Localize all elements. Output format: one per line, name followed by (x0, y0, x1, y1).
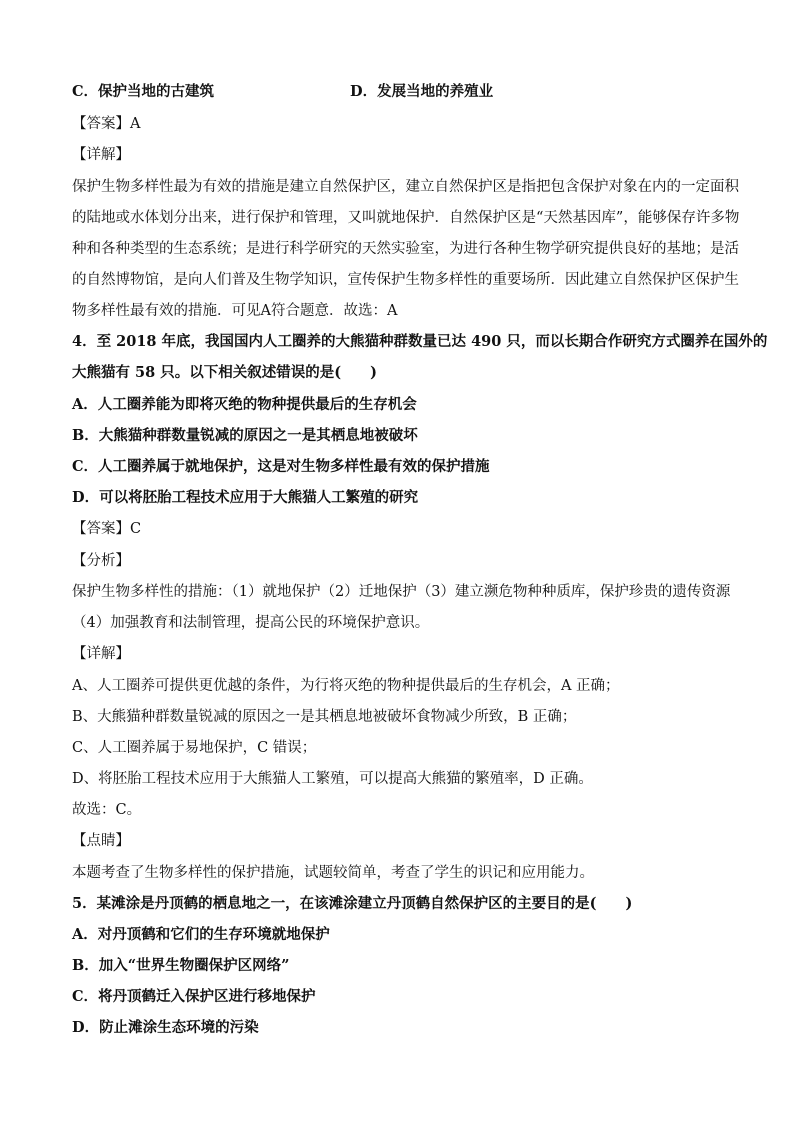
q3-detail-line: 物多样性最有效的措施．可见A符合题意．故选：A (72, 303, 398, 319)
q3-detail-line: 的陆地或水体划分出来，进行保护和管理，又叫就地保护．自然保护区是“天然基因库”，能够保存许多物 (72, 210, 740, 226)
q4-analysis-line: 保护生物多样性的措施：（1）就地保护（2）迁地保护（3）建立濒危物种种质库，保护珍贵的遗传资源 (72, 584, 731, 600)
q3-detail-line: 保护生物多样性最为有效的措施是建立自然保护区，建立自然保护区是指把包含保护对象在内的一定面积 (72, 179, 739, 195)
q4-detail-line: D、将胚胎工程技术应用于大熊猫人工繁殖，可以提高大熊猫的繁殖率，D 正确。 (72, 771, 593, 787)
answer-value: A (130, 116, 141, 132)
q3-detail-line: 种和各种类型的生态系统；是进行科学研究的天然实验室，为进行各种生物学研究提供良好的基地；是活 (72, 241, 739, 257)
q4-analysis-label: 【分析】 (72, 553, 130, 569)
q3-options-row (72, 83, 732, 101)
q4-detail-line: 故选：C。 (72, 802, 142, 818)
q4-detail-line: B、大熊猫种群数量锐减的原因之一是其栖息地被破坏食物减少所致，B 正确； (72, 709, 577, 725)
q4-stem-line: 4．至 2018 年底，我国国内人工圈养的大熊猫种群数量已达 490 只，而以长期合作研究方式圈养在国外的 (72, 333, 768, 350)
q4-comment-line: 本题考查了生物多样性的保护措施，试题较简单，考查了学生的识记和应用能力。 (72, 865, 594, 881)
q5-option-c: C．将丹顶鹤迁入保护区进行移地保护 (72, 988, 316, 1005)
q4-option-b: B．大熊猫种群数量锐减的原因之一是其栖息地被破坏 (72, 427, 418, 444)
q4-analysis-line: （4）加强教育和法制管理，提高公民的环境保护意识。 (72, 615, 430, 631)
q3-detail-line: 的自然博物馆，是向人们普及生物学知识，宣传保护生物多样性的重要场所．因此建立自然保护区保护生 (72, 272, 739, 288)
q4-option-a: A．人工圈养能为即将灭绝的物种提供最后的生存机会 (72, 396, 417, 413)
q3-detail-label: 【详解】 (72, 147, 130, 163)
q3-answer (72, 115, 732, 133)
q4-detail-line: A、人工圈养可提供更优越的条件，为行将灭绝的物种提供最后的生存机会，A 正确； (72, 678, 620, 694)
q5-option-a: A．对丹顶鹤和它们的生存环境就地保护 (72, 926, 330, 943)
q4-option-c: C．人工圈养属于就地保护，这是对生物多样性最有效的保护措施 (72, 458, 490, 475)
q4-answer (72, 520, 732, 538)
q4-detail-label: 【详解】 (72, 646, 130, 662)
q5-option-d: D．防止滩涂生态环境的污染 (72, 1019, 259, 1036)
q4-stem-line: 大熊猫有 58 只。以下相关叙述错误的是( ) (72, 364, 377, 381)
q3-option-d: D．发展当地的养殖业 (350, 83, 494, 100)
q5-stem: 5．某滩涂是丹顶鹤的栖息地之一，在该滩涂建立丹顶鹤自然保护区的主要目的是( ) (72, 895, 633, 912)
q4-comment-label: 【点睛】 (72, 833, 130, 849)
answer-label: 【答案】 (72, 116, 130, 132)
q3-option-c: C．保护当地的古建筑 (72, 83, 215, 100)
answer-value: C (130, 521, 142, 537)
q4-detail-line: C、人工圈养属于易地保护，C 错误； (72, 740, 317, 756)
q4-option-d: D．可以将胚胎工程技术应用于大熊猫人工繁殖的研究 (72, 489, 419, 506)
answer-label: 【答案】 (72, 521, 130, 537)
q5-option-b: B．加入“世界生物圈保护区网络” (72, 957, 290, 974)
